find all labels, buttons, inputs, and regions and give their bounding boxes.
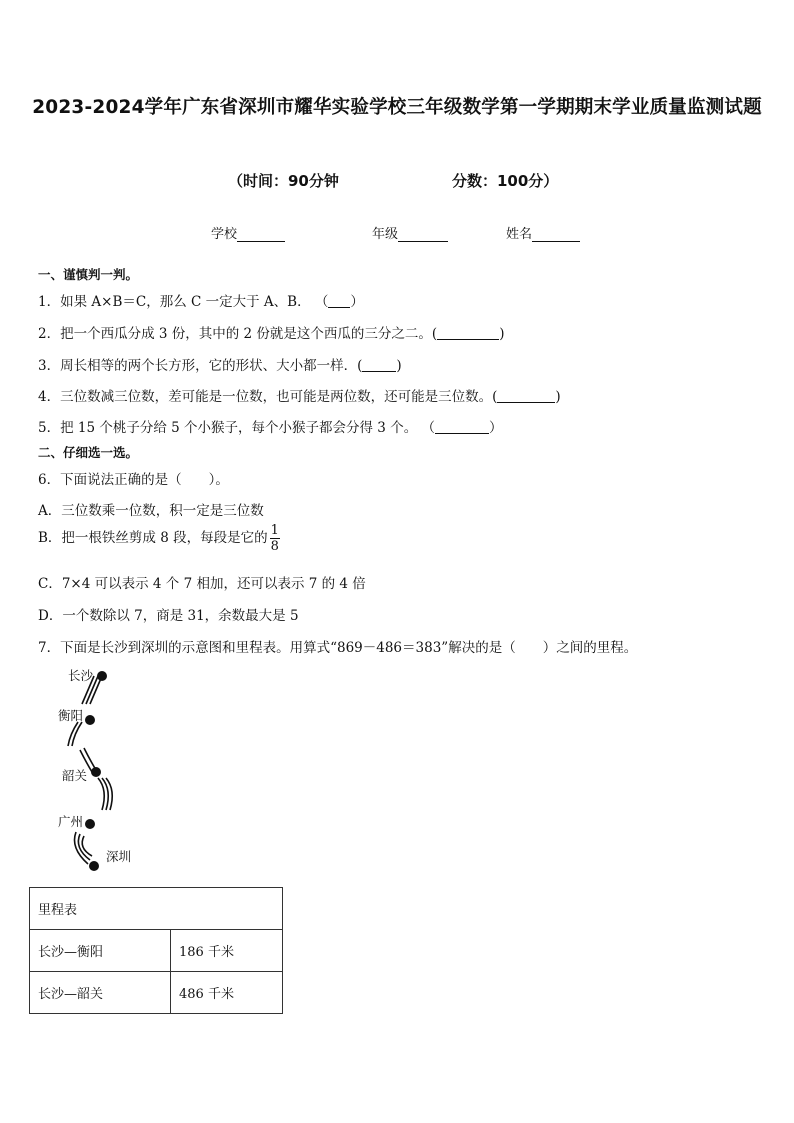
- table-row: [30, 930, 283, 972]
- question-tail: ）: [350, 294, 364, 310]
- question-text: 4．三位数减三位数，差可能是一位数，也可能是两位数，还可能是三位数。(: [38, 389, 498, 405]
- question-text: 1．如果 A×B＝C，那么 C 一定大于 A、B． （: [38, 294, 329, 310]
- question-tail: ）: [488, 420, 503, 436]
- section-heading-choice: 二、仔细选一选。: [38, 445, 139, 460]
- q6-option-d[interactable]: D．一个数除以 7，商是 31，余数最大是 5: [38, 608, 299, 624]
- answer-blank[interactable]: [435, 420, 489, 434]
- q6-option-a[interactable]: A．三位数乘一位数，积一定是三位数: [38, 503, 264, 519]
- question-text: 2．把一个西瓜分成 3 份，其中的 2 份就是这个西瓜的三分之二。(: [38, 326, 438, 342]
- q7-stem: 7．下面是长沙到深圳的示意图和里程表。用算式“869－486＝383”解决的是（ ）之间的里程。: [38, 640, 638, 656]
- route-map: [38, 660, 158, 875]
- fraction-one-eighth: [270, 523, 280, 554]
- question-tail: ): [499, 326, 505, 342]
- question-tail: ): [555, 389, 561, 405]
- name-blank[interactable]: [532, 227, 580, 242]
- judge-question-1: [38, 290, 364, 310]
- route-map-graphic: [38, 660, 158, 875]
- answer-blank[interactable]: [437, 326, 499, 340]
- judge-question-4: [38, 385, 561, 405]
- grade-label: 年级: [372, 227, 399, 242]
- fraction-numerator: 1: [270, 523, 279, 538]
- grade-field[interactable]: [372, 223, 448, 242]
- q6-option-b[interactable]: [38, 523, 280, 554]
- page-title: 2023-2024学年广东省深圳市耀华实验学校三年级数学第一学期期末学业质量监测试题: [32, 97, 762, 118]
- city-dot-changsha: [97, 671, 107, 681]
- city-dot-shenzhen: [89, 861, 99, 871]
- school-label: 学校: [211, 227, 238, 242]
- school-field[interactable]: [211, 223, 285, 242]
- mileage-table: [29, 887, 283, 1014]
- answer-blank[interactable]: [497, 389, 555, 403]
- question-text: 5．把 15 个桃子分给 5 个小猴子，每个小猴子都会分得 3 个。 （: [38, 420, 435, 436]
- distance-cell: 486 千米: [171, 972, 283, 1014]
- city-label-hengyang: 衡阳: [58, 708, 84, 723]
- answer-blank[interactable]: [328, 294, 350, 308]
- school-blank[interactable]: [237, 227, 285, 242]
- question-text: 3．周长相等的两个长方形，它的形状、大小都一样．(: [38, 358, 363, 374]
- city-label-changsha: 长沙: [68, 668, 94, 683]
- judge-question-5: [38, 416, 502, 436]
- exam-time: （时间：90分钟: [228, 172, 339, 190]
- distance-cell: 186 千米: [171, 930, 283, 972]
- q6-stem: 6．下面说法正确的是（ ）。: [38, 472, 229, 488]
- section-heading-judge: 一、谨慎判一判。: [38, 267, 139, 282]
- route-cell: 长沙—韶关: [30, 972, 171, 1014]
- exam-score: 分数：100分）: [452, 172, 559, 190]
- city-label-shenzhen: 深圳: [106, 849, 132, 864]
- city-label-shaoguan: 韶关: [62, 768, 88, 783]
- option-b-text: B．把一根铁丝剪成 8 段，每段是它的: [38, 530, 268, 546]
- city-label-guangzhou: 广州: [58, 814, 84, 829]
- city-dot-shaoguan: [91, 767, 101, 777]
- fraction-denominator: 8: [270, 539, 279, 554]
- city-dot-hengyang: [85, 715, 95, 725]
- name-field[interactable]: [506, 223, 580, 242]
- answer-blank[interactable]: [362, 358, 396, 372]
- city-dot-guangzhou: [85, 819, 95, 829]
- question-tail: ): [396, 358, 402, 374]
- table-header-row: [30, 888, 283, 930]
- judge-question-3: [38, 354, 402, 374]
- route-cell: 长沙—衡阳: [30, 930, 171, 972]
- table-row: [30, 972, 283, 1014]
- name-label: 姓名: [506, 227, 533, 242]
- judge-question-2: [38, 322, 504, 342]
- q6-option-c[interactable]: C．7×4 可以表示 4 个 7 相加，还可以表示 7 的 4 倍: [38, 576, 366, 592]
- table-header-cell: 里程表: [30, 888, 283, 930]
- grade-blank[interactable]: [398, 227, 448, 242]
